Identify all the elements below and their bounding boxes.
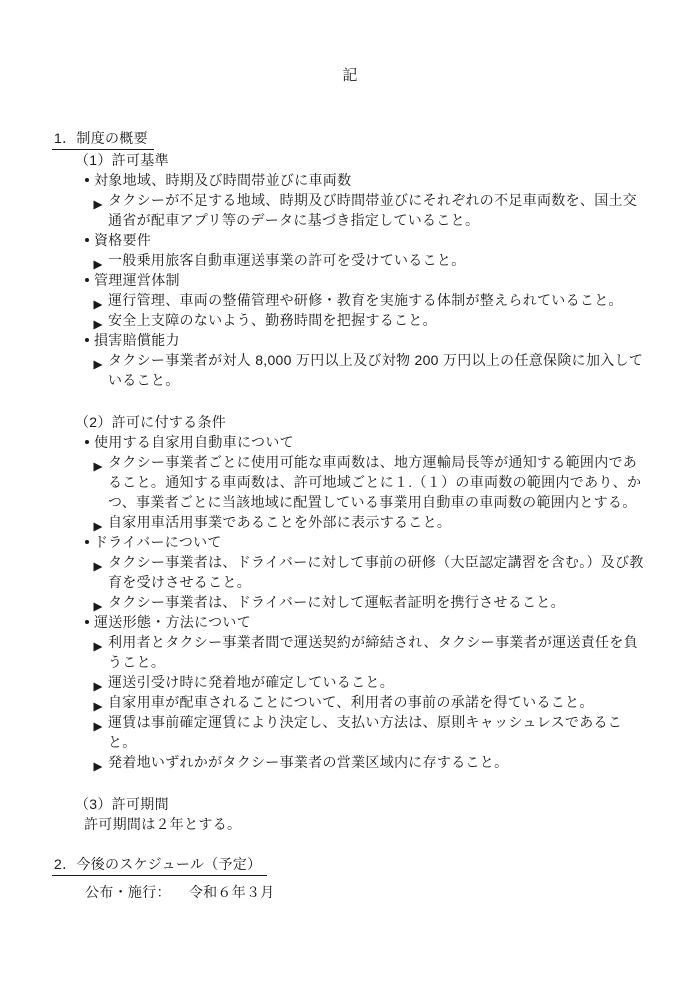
bullet-text: 運送引受け時に発着地が確定していること。 [108, 674, 394, 690]
arrow-bullet-icon [93, 315, 103, 325]
arrow-bullet-icon [93, 195, 103, 205]
list-item-label: 管理運営体制 [94, 272, 180, 288]
bullet-item [52, 632, 648, 672]
bullet-item [52, 752, 648, 772]
bullet-item [52, 190, 648, 230]
list-item [84, 230, 654, 250]
bullet-item [52, 672, 648, 692]
section-1-heading [52, 128, 700, 150]
arrow-bullet-icon [93, 597, 103, 607]
dot-bullet-icon [85, 238, 89, 242]
bullet-text: タクシー事業者ごとに使用可能な車両数は、地方運輸局長等が通知する範囲内であること。通知する車両数は、許可地域ごとに１.（１）の車両数の範囲内であり、かつ、事業者ごとに当該地域に配置している事業用自動車の車両数の範囲内とする。 [108, 454, 642, 510]
list-item [84, 432, 654, 452]
bullet-item [52, 452, 648, 512]
arrow-bullet-icon [93, 677, 103, 687]
subsection-permit-conditions [0, 412, 700, 772]
dot-bullet-icon [85, 620, 89, 624]
bullet-text: 発着地いずれかがタクシー事業者の営業区域内に存すること。 [108, 754, 509, 770]
bullet-text: 運行管理、車両の整備管理や研修・教育を実施する体制が整えられていること。 [108, 292, 623, 308]
bullet-item [52, 350, 648, 390]
list-item-label: 対象地域、時期及び時間帯並びに車両数 [94, 172, 352, 188]
dot-bullet-icon [85, 178, 89, 182]
bullet-text: 安全上支障のないよう、勤務時間を把握すること。 [108, 312, 437, 328]
list-item [84, 612, 654, 632]
section-1-title: 制度の概要 [76, 130, 148, 146]
section-2-heading [52, 854, 700, 876]
arrow-bullet-icon [93, 295, 103, 305]
bullet-item [52, 692, 648, 712]
section-2-heading-underlined [52, 854, 267, 876]
bullet-item [52, 250, 648, 270]
bullet-text: 自家用車が配車されることについて、利用者の事前の承諾を得ていること。 [108, 694, 594, 710]
bullet-text: タクシー事業者が対人 8,000 万円以上及び対物 200 万円以上の任意保険に加入していること。 [108, 352, 644, 388]
permit-period-text: 許可期間は２年とする。 [84, 816, 242, 832]
arrow-bullet-icon [93, 717, 103, 727]
bullet-text: 利用者とタクシー事業者間で運送契約が締結され、タクシー事業者が運送責任を負うこと。 [108, 634, 638, 670]
bullet-text: タクシー事業者は、ドライバーに対して事前の研修（大臣認定講習を含む。）及び教育を受けさせること。 [108, 554, 644, 590]
bullet-text: タクシーが不足する地域、時期及び時間帯並びにそれぞれの不足車両数を、国土交通省が配車アプリ等のデータに基づき指定していること。 [108, 192, 638, 228]
bullet-item [52, 592, 648, 612]
arrow-bullet-icon [93, 637, 103, 647]
dot-bullet-icon [85, 440, 89, 444]
list-item [84, 270, 654, 290]
subsection-1-3-heading: （3）許可期間 [75, 796, 169, 812]
section-2-number: 2． [54, 856, 77, 872]
list-item [84, 170, 654, 190]
arrow-bullet-icon [93, 557, 103, 567]
section-2-title: 今後のスケジュール（予定） [76, 856, 262, 872]
doc-title: 記 [342, 67, 358, 84]
bullet-text: タクシー事業者は、ドライバーに対して運転者証明を携行させること。 [108, 594, 565, 610]
bullet-item [52, 512, 648, 532]
list-item [84, 330, 654, 350]
section-1-heading-underlined [52, 128, 154, 150]
dot-bullet-icon [85, 278, 89, 282]
subsection-permit-criteria [0, 150, 700, 390]
list-item-label: ドライバーについて [94, 534, 222, 550]
dot-bullet-icon [85, 338, 89, 342]
bullet-text: 自家用車活用事業であることを外部に表示すること。 [108, 514, 452, 530]
subsection-permit-period [0, 794, 700, 834]
section-overview [0, 128, 700, 834]
section-1-number: 1． [54, 130, 77, 146]
arrow-bullet-icon [93, 457, 103, 467]
dot-bullet-icon [85, 540, 89, 544]
arrow-bullet-icon [93, 757, 103, 767]
bullet-item [52, 552, 648, 592]
bullet-item [52, 310, 648, 330]
arrow-bullet-icon [93, 255, 103, 265]
arrow-bullet-icon [93, 355, 103, 365]
schedule-line [85, 882, 700, 902]
section-schedule [0, 854, 700, 902]
subsection-1-2-heading: （2）許可に付する条件 [75, 414, 227, 430]
bullet-item [52, 290, 648, 310]
subsection-1-1-heading: （1）許可基準 [75, 152, 169, 168]
list-item-label: 運送形態・方法について [94, 614, 252, 630]
bullet-text: 運賃は事前確定運賃により決定し、支払い方法は、原則キャッシュレスであること。 [108, 714, 623, 750]
schedule-value: 令和６年３月 [188, 884, 275, 900]
list-item [84, 532, 654, 552]
list-item-label: 資格要件 [94, 232, 152, 248]
bullet-item [52, 712, 648, 752]
list-item-label: 使用する自家用自動車について [94, 434, 294, 450]
list-item-label: 損害賠償能力 [94, 332, 180, 348]
arrow-bullet-icon [93, 517, 103, 527]
bullet-text: 一般乗用旅客自動車運送事業の許可を受けていること。 [108, 252, 466, 268]
schedule-label: 公布・施行： [85, 884, 171, 900]
arrow-bullet-icon [93, 697, 103, 707]
